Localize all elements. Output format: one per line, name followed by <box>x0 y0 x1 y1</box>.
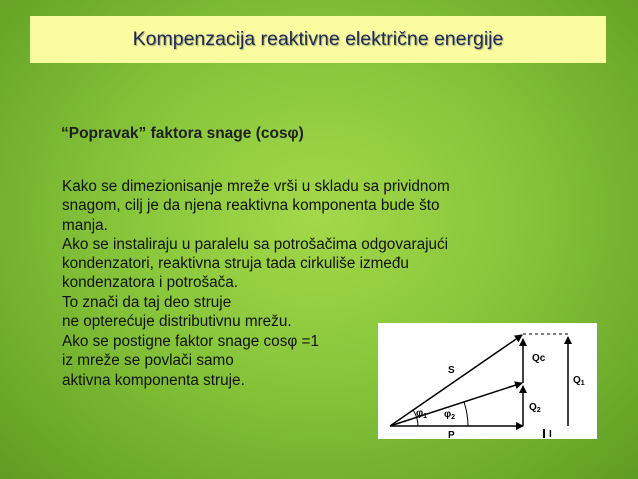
subtitle: “Popravak” faktora snage (cosφ) <box>61 125 304 142</box>
label-phi2 <box>444 409 455 421</box>
label-q1 <box>573 375 585 387</box>
power-triangle-svg <box>378 323 597 439</box>
label-q2 <box>529 402 541 414</box>
label-phi1 <box>416 408 427 420</box>
text-line: snagom, cilj je da njena reaktivna komponenta bude što <box>62 197 440 215</box>
text-line: Kako se dimezionisanje mreže vrši u skladu sa prividnom <box>62 178 450 195</box>
text-line: kondenzatori, reaktivna struja tada cirkuliše između <box>62 255 409 273</box>
label-p: P <box>448 430 455 439</box>
s-vector <box>390 335 522 426</box>
text-line: Ako se instaliraju u paralelu sa potrošačima odgovarajući <box>62 235 449 253</box>
label-phi2-main: φ <box>444 409 452 420</box>
title-box <box>30 16 606 63</box>
label-q1-main: Q <box>573 375 581 386</box>
text-line: To znači da taj deo struje <box>62 293 232 311</box>
text-line: kondenzatora i potrošača. <box>62 274 239 292</box>
s2-vector <box>390 383 522 426</box>
power-triangle-diagram <box>378 323 597 439</box>
text-line: iz mreže se povlači samo <box>62 352 234 370</box>
label-qc: Qc <box>532 353 546 364</box>
text-line: aktivna komponenta struje. <box>62 371 245 389</box>
phi2-arc <box>464 402 468 426</box>
i-bar <box>543 429 545 438</box>
label-q2-main: Q <box>529 402 537 413</box>
text-line: manja. <box>62 216 108 234</box>
text-line: Ako se postigne faktor snage cosφ =1 <box>62 332 319 350</box>
page-title: Kompenzacija reaktivne električne energije <box>132 28 504 50</box>
label-i: I <box>549 429 552 439</box>
paragraph-2 <box>62 235 532 293</box>
label-phi1-sub: 1 <box>423 413 428 420</box>
label-s: S <box>448 365 455 376</box>
text-line: ne opterećuje distributivnu mrežu. <box>62 313 292 331</box>
label-q1-sub: 1 <box>580 380 585 387</box>
label-q2-sub: 2 <box>536 407 541 414</box>
label-phi2-sub: 2 <box>451 414 456 421</box>
paragraph-1 <box>62 177 532 235</box>
label-phi1-main: φ <box>416 408 424 419</box>
